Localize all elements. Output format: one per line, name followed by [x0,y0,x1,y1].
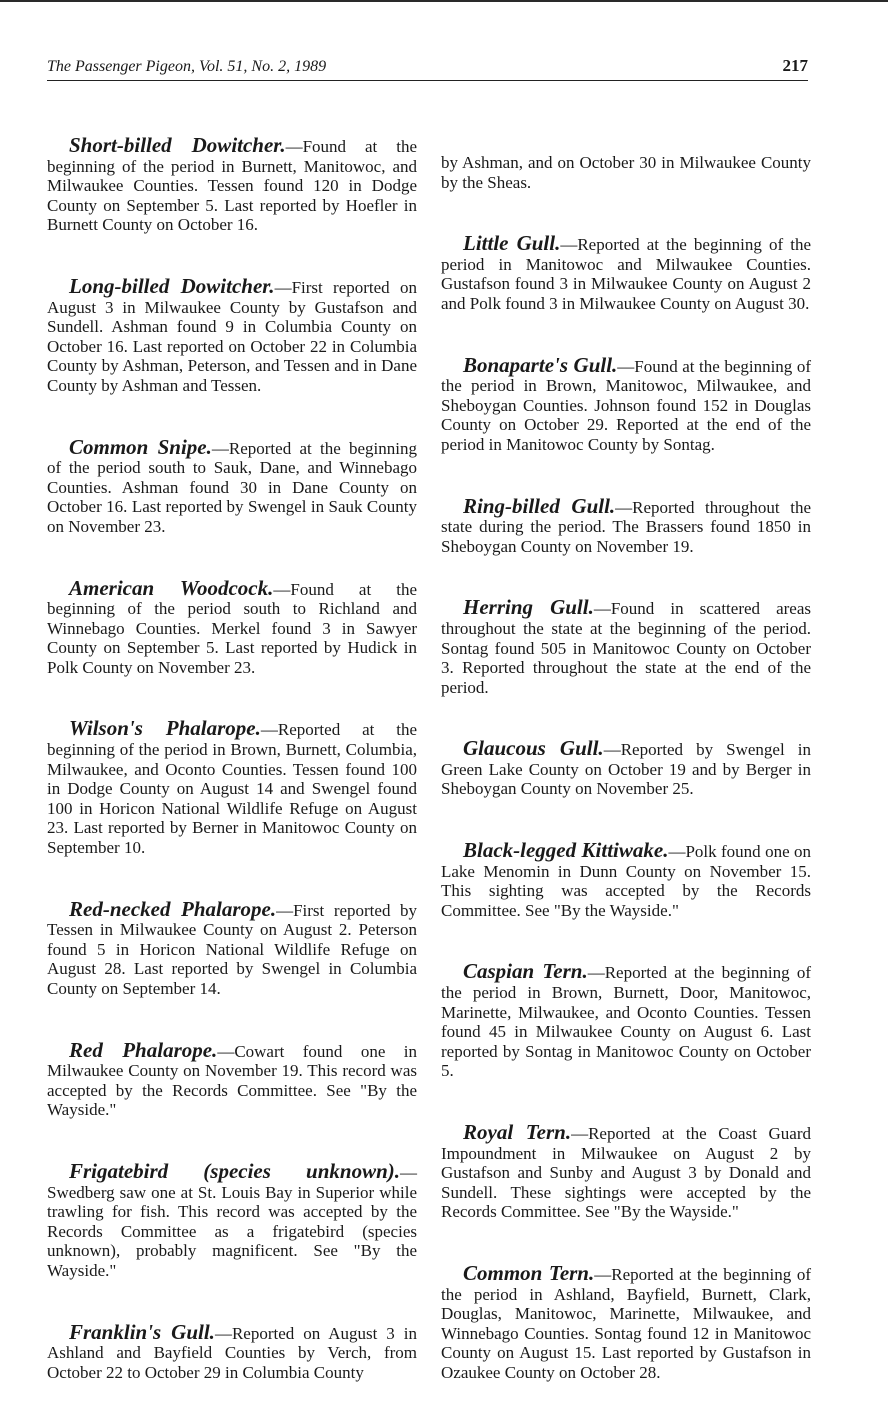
species-entry [441,736,811,799]
species-name: American Woodcock. [69,575,274,600]
species-text: —Reported at the beginning of the period in Brown, Burnett, Door, Manitowoc, Marinette, Milwaukee, and Oconto Counties. Tessen found 45 in Milwaukee County on August 6. Last reported by Sontag in Manitowoc County on October 5. [441,963,811,1081]
page-number: 217 [782,56,808,75]
species-name: Herring Gull. [463,595,594,620]
species-entry [47,896,417,999]
top-rule [0,0,888,2]
species-name: Royal Tern. [463,1120,572,1144]
species-name: Caspian Tern. [463,959,588,984]
species-text: —Found at the beginning of the period in Burnett, Manitowoc, and Milwaukee Counties. Tessen found 120 in Dodge County on September 5. Last reported by Hoefler in Burnett County on October 16. [47,137,417,235]
species-entry [47,133,417,235]
species-name: Franklin's Gull. [69,1319,215,1344]
species-entry [47,575,418,678]
species-name: Common Snipe. [69,434,212,459]
species-text: —Reported throughout the state during the period. The Brassers found 1850 in Sheboygan County on November 19. [441,497,811,556]
species-entry [47,1037,417,1120]
species-entry [47,1158,417,1281]
species-entry [441,1260,811,1383]
right-column [441,136,811,1425]
continued-text: by Ashman, and on October 30 in Milwaukee County by the Sheas. [441,153,811,192]
species-entry [441,352,811,455]
species-name: Common Tern. [463,1260,595,1285]
species-entry [441,838,811,920]
species-entry [47,434,418,537]
species-text: —Reported at the beginning of the period in Ashland, Bayfield, Burnett, Clark, Douglas, Manitowoc, Marinette, Milwaukee, and Winnebago Counties. Sontag found 12 in Manitowoc County on August 15. Last reported by Gustafson in Ozaukee County on October 28. [441,1264,811,1382]
species-name: Short-billed Dowitcher. [69,133,286,157]
species-entry [441,493,811,557]
species-name: Ring-billed Gull. [463,493,616,518]
species-text: —Reported at the beginning of the period south to Sauk, Dane, and Winnebago Counties. Ashman found 30 in Dane County on October 16. Last reported by Swengel in Sauk County on November 23. [47,438,418,536]
species-text: —First reported on August 3 in Milwaukee County by Gustafson and Sundell. Ashman found 9 in Columbia County on October 16. Last reported on October 22 in Columbia County by Ashman, Peterson, and Tessen and in Dane County by Ashman and Tessen. [47,277,417,395]
species-text: —Reported by Swengel in Green Lake County on October 19 and by Berger in Sheboygan County on November 25. [441,740,811,799]
species-name: Wilson's Phalarope. [69,716,261,741]
species-name: Black-legged Kittiwake. [463,838,669,863]
running-head: The Passenger Pigeon, Vol. 51, No. 2, 1989 [47,58,327,75]
species-name: Frigatebird (species unknown). [69,1158,400,1183]
species-text: —Found at the beginning of the period south to Richland and Winnebago Counties. Merkel found 3 in Sawyer County on September 5. Last reported by Hudick in Polk County on November 23. [47,579,418,677]
species-text: —Reported on August 3 in Ashland and Bayfield Counties by Verch, from October 22 to October 29 in Columbia County [47,1323,417,1382]
left-column [47,133,418,1424]
species-text: —Found at the beginning of the period in Brown, Manitowoc, Milwaukee, and Sheboygan Counties. Johnson found 152 in Douglas County on October 29. Reported at the end of the period in Manitowoc County by Sontag. [441,356,811,454]
species-text: —Reported at the beginning of the period in Manitowoc and Milwaukee Counties. Gustafson found 3 in Milwaukee County on August 2 and Polk found 3 in Milwaukee County on August 30. [441,235,811,313]
species-name: Bonaparte's Gull. [463,352,618,377]
species-text: —Cowart found one in Milwaukee County on November 19. This record was accepted by the Records Committee. See "By the Wayside." [47,1041,417,1120]
species-name: Little Gull. [463,231,561,256]
species-entry [441,595,812,697]
species-name: Long-billed Dowitcher. [69,273,275,298]
species-entry [441,1120,811,1222]
species-entry [47,1319,417,1383]
species-name: Red Phalarope. [69,1037,218,1062]
species-name: Red-necked Phalarope. [69,896,277,921]
species-text: —Swedberg saw one at St. Louis Bay in Superior while trawling for fish. This record was accepted by the Records Committee as a frigatebird (species unknown), probably magnificent. See "By the Wayside." [47,1162,417,1280]
species-text: —Found in scattered areas throughout the state at the beginning of the period. Sontag found 505 in Manitowoc County on October 3. Reported throughout the state at the end of the period. [441,599,812,697]
species-name: Glaucous Gull. [463,736,604,761]
species-entry [441,959,811,1081]
page-header [47,56,808,81]
species-text: —Reported at the beginning of the period in Brown, Burnett, Columbia, Milwaukee, and Oconto Counties. Tessen found 100 in Dodge County on August 14 and Swengel found 100 in Horicon National Wildlife Refuge on August 23. Last reported by Berner in Manitowoc County on September 10. [47,720,417,858]
species-entry [441,231,811,313]
species-text: —First reported by Tessen in Milwaukee County on August 2. Peterson found 5 in Horicon National Wildlife Refuge on August 28. Last reported by Swengel in Columbia County on September 14. [47,900,417,998]
species-text: —Reported at the Coast Guard Impoundment in Milwaukee on August 2 by Gustafson and Sunby and August 3 by Donald and Sundell. These sightings were accepted by the Records Committee. See "By the Wayside." [441,1124,811,1222]
species-entry [47,716,417,858]
species-text: —Polk found one on Lake Menomin in Dunn County on November 15. This sighting was accepted by the Records Committee. See "By the Wayside." [441,842,811,920]
species-entry [47,273,417,396]
